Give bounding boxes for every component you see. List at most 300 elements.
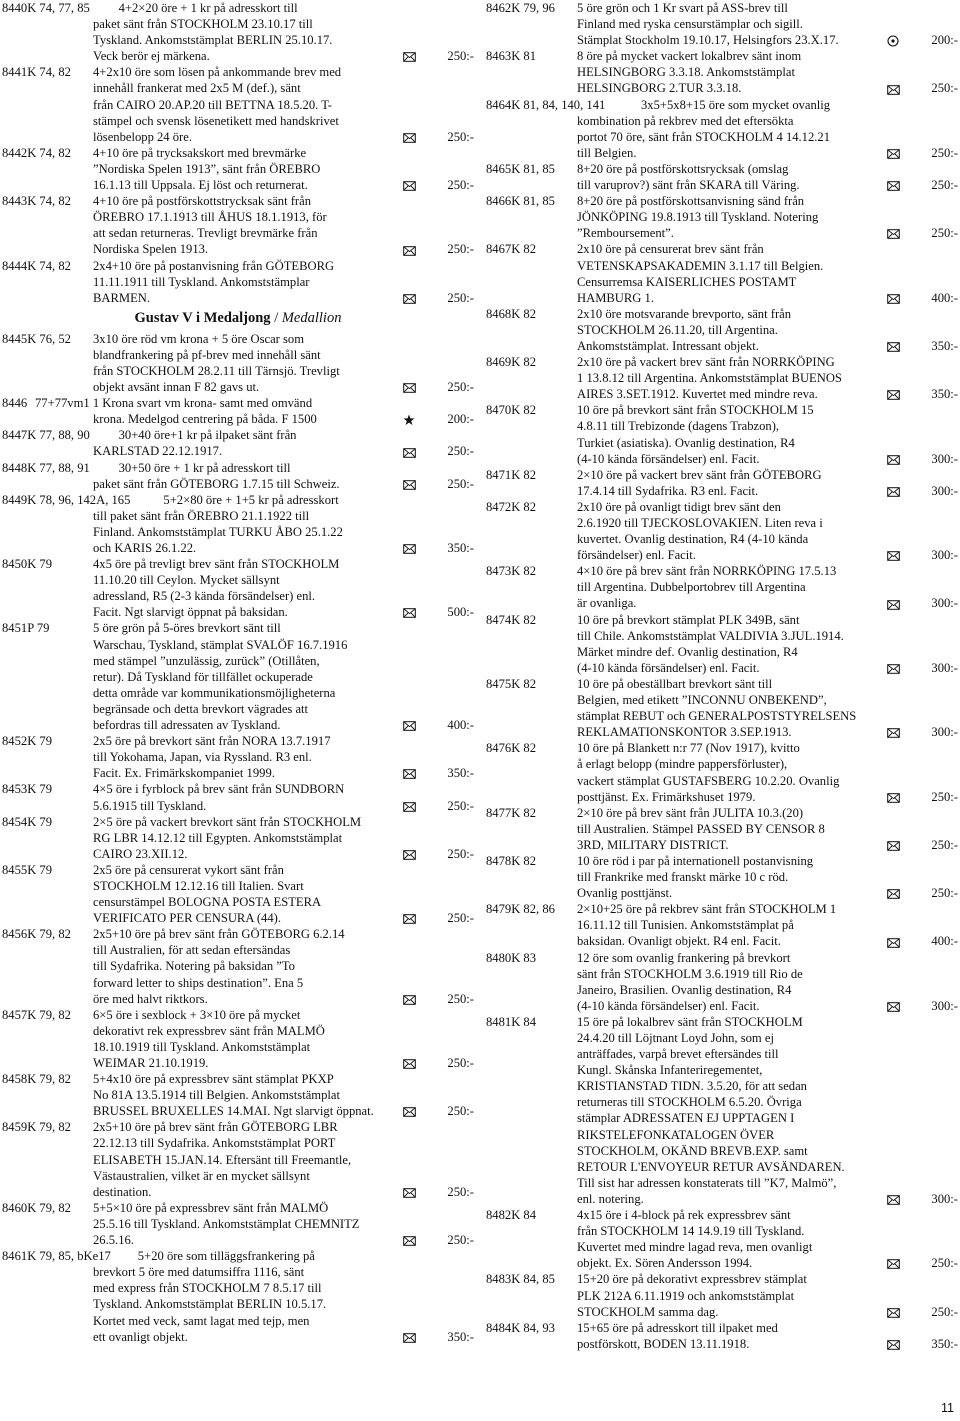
- page-number: 11: [941, 1401, 954, 1415]
- envelope-icon: [403, 721, 416, 731]
- lot-description-line: kuvertet. Ovanlig destination, R4 (4-10 kända: [577, 532, 809, 547]
- lot-number: 8467K 82: [486, 242, 537, 257]
- lot-description-line: 8+20 öre på postförskottsanvisning sänd från: [577, 194, 805, 209]
- lot-description-line: paket sänt från STOCKHOLM 23.10.17 till: [93, 17, 313, 32]
- lot-description-line: adressland, R5 (2-3 kända försändelser) enl.: [93, 589, 316, 604]
- lot-entry: [2, 258, 474, 306]
- lot-description-line: 8+20 öre på postförskottsrycksak (omslag: [577, 161, 789, 176]
- lot-number: 8474K 82: [486, 612, 537, 627]
- lot-description-line: anträffades, varpå brevet eftersändes till: [577, 1047, 779, 1062]
- price-value: 250:-: [931, 145, 958, 160]
- lot-description-line: ÖREBRO 17.1.1913 till ÅHUS 18.1.1913, för: [93, 210, 327, 225]
- lot-description-line: 2x5+10 öre på brev sänt från GÖTEBORG 6.2.14: [93, 927, 345, 942]
- lot-description-line: 2x10 öre på ovanligt tidigt brev sänt den: [577, 499, 781, 514]
- lot-price: [400, 540, 474, 556]
- lot-number: 8466K 81, 85: [486, 194, 555, 209]
- lot-description-line: HELSINGBORG 2.TUR 3.3.18. 250:-: [577, 81, 958, 96]
- price-value: 250:-: [931, 81, 958, 96]
- price-value: 250:-: [931, 837, 958, 852]
- lot-description-line: STOCKHOLM samma dag. 250:-: [577, 1304, 958, 1319]
- price-value: 350:-: [447, 766, 474, 781]
- envelope-icon: [403, 544, 416, 554]
- lot-description-line: sänt från STOCKHOLM 3.6.1919 till Rio de: [577, 966, 803, 981]
- lot-description-line: 2×5 öre på vackert brevkort sänt från STOCKHOLM: [93, 814, 362, 829]
- lot-entry: [486, 1207, 958, 1271]
- lot-number: 8472K 82: [486, 499, 537, 514]
- lot-number: 8451P 79: [2, 621, 50, 636]
- lot-number: 8480K 83: [486, 950, 537, 965]
- price-value: 300:-: [931, 548, 958, 563]
- lot-entry: [2, 331, 474, 395]
- lot-number: 8447K 77, 88, 90: [2, 428, 90, 443]
- lot-entry: [486, 499, 958, 563]
- lot-description-line: 2x10 öre på censurerat brev sänt från: [577, 242, 764, 257]
- lot-price: [884, 1304, 958, 1320]
- price-value: 300:-: [931, 1191, 958, 1206]
- price-value: 400:-: [447, 718, 474, 733]
- lot-description-line: KRISTIANSTAD TIDN. 3.5.20, för att sedan: [577, 1079, 807, 1094]
- lot-description-line: destination. 250:-: [93, 1184, 474, 1199]
- envelope-icon: [403, 448, 416, 458]
- lot-description-line: 4+2×20 öre + 1 kr på adresskort till: [118, 1, 298, 15]
- price-value: 300:-: [931, 483, 958, 498]
- lot-number: 8463K 81: [486, 49, 537, 64]
- lot-description-line: 11.11.1911 till Tyskland. Ankomststämplar: [93, 274, 310, 289]
- lot-description-line: Till sist har adressen konstaterats till ”K7, Malmö”,: [577, 1175, 837, 1190]
- price-value: 300:-: [931, 998, 958, 1013]
- lot-description-line: och KARIS 26.1.22. 350:-: [93, 541, 474, 555]
- envelope-icon: [887, 294, 900, 304]
- lot-description-line: Facit. Ex. Frimärkskompaniet 1999. 350:-: [93, 766, 474, 781]
- price-value: 500:-: [447, 605, 474, 620]
- lot-description-line: VERIFICATO PER CENSURA (44). 250:-: [93, 911, 474, 926]
- lot-number: 8448K 77, 88, 91: [2, 460, 90, 475]
- lot-price: [884, 724, 958, 740]
- lot-number: 8461K 79, 85, bKe17: [2, 1249, 111, 1264]
- lot-description-line: No 81A 13.5.1914 till Belgien. Ankomststämplat: [93, 1088, 340, 1103]
- lot-description-line: Veck berör ej märkena. 250:-: [93, 49, 474, 64]
- lot-description-line: 2.6.1920 till TJECKOSLOVAKIEN. Liten reva i: [577, 516, 823, 530]
- lot-description-line: med express från STOCKHOLM 7 8.5.17 till: [93, 1281, 322, 1296]
- lot-description-line: 4×10 öre på brev sänt från NORRKÖPING 17.5.13: [577, 564, 837, 579]
- lot-price: [884, 483, 958, 499]
- price-value: 250:-: [447, 49, 474, 64]
- lot-description-line: till Argentina. Dubbelportobrev till Argentina: [577, 580, 806, 595]
- lot-description-line: HAMBURG 1. 400:-: [577, 290, 958, 305]
- lot-number: 8484K 84, 93: [486, 1320, 555, 1335]
- lot-description-line: Ovanlig posttjänst. 250:-: [577, 886, 958, 901]
- lot-entry: [486, 612, 958, 676]
- lot-price: [400, 290, 474, 306]
- lot-entry: [2, 1007, 474, 1071]
- lot-description-line: 10 öre på Blankett n:r 77 (Nov 1917), kvitto: [577, 741, 800, 756]
- lot-description-line: 2×10 öre på vackert brev sänt från GÖTEBORG: [577, 467, 822, 482]
- lot-description-line: begränsade och detta brevkort vägrades att: [93, 701, 309, 716]
- lot-description-line: 4+2x10 öre som lösen på ankommande brev med: [93, 65, 342, 80]
- lot-price: [884, 451, 958, 467]
- price-value: 250:-: [931, 789, 958, 804]
- envelope-icon: [403, 181, 416, 191]
- lot-description-line: ett ovanligt objekt. 350:-: [93, 1329, 474, 1344]
- lot-entry: [2, 1071, 474, 1119]
- price-value: 250:-: [447, 129, 474, 144]
- lot-number: 8478K 82: [486, 853, 537, 868]
- section-heading: [2, 310, 474, 328]
- lot-description-line: 25.5.16 till Tyskland. Ankomststämplat CHEMNITZ: [93, 1216, 360, 1231]
- lot-description-line: Belgien, med etikett ”INCONNU ONBEKEND”,: [577, 693, 827, 708]
- lot-description-line: brevkort 5 öre med datumsiffra 1116, sänt: [93, 1265, 305, 1280]
- left-column: [2, 0, 474, 1345]
- lot-price: [400, 991, 474, 1007]
- price-value: 200:-: [447, 412, 474, 427]
- lot-description-line: 24.4.20 till Löjtnant Loyd John, som ej: [577, 1031, 774, 1045]
- price-value: 200:-: [931, 33, 958, 48]
- lot-price: [400, 48, 474, 64]
- lot-number: 8449K 78, 96, 142A, 165: [2, 492, 131, 507]
- lot-number: 8468K 82: [486, 306, 537, 321]
- lot-description-line: 2x10 öre på vackert brev sänt från NORRKÖPING: [577, 355, 835, 370]
- lot-number: 8455K 79: [2, 862, 53, 877]
- lot-description-line: 3RD, MILITARY DISTRICT. 250:-: [577, 837, 958, 852]
- lot-entry: [2, 1200, 474, 1248]
- envelope-icon: [887, 342, 900, 352]
- lot-description-line: 10 öre på brevkort stämplat PLK 349B, sänt: [577, 612, 800, 627]
- envelope-icon: [887, 551, 900, 561]
- lot-entry: [486, 354, 958, 402]
- star-icon: [403, 414, 415, 426]
- envelope-icon: [403, 802, 416, 812]
- lot-price: [884, 32, 958, 48]
- envelope-icon: [887, 889, 900, 899]
- lot-entry: [2, 814, 474, 862]
- lot-number: 8481K 84: [486, 1014, 537, 1029]
- price-value: 250:-: [447, 290, 474, 305]
- section-title: Gustav V i Medaljong: [134, 309, 271, 326]
- envelope-icon: [887, 938, 900, 948]
- lot-description-line: från STOCKHOLM 28.2.11 till Tärnsjö. Trevligt: [93, 363, 340, 378]
- price-value: 250:-: [931, 178, 958, 193]
- lot-description-line: Janeiro, Brasilien. Ovanlig destination, R4: [577, 982, 792, 997]
- lot-description-line: till Yokohama, Japan, via Ryssland. R3 enl.: [93, 750, 312, 765]
- lot-description-line: detta område var kommunikationsmöjligheterna: [93, 685, 336, 700]
- envelope-icon: [403, 1107, 416, 1117]
- lot-price: [400, 765, 474, 781]
- lot-description-line: VETENSKAPSAKADEMIN 3.1.17 till Belgien.: [577, 258, 824, 273]
- lot-price: [884, 595, 958, 611]
- lot-price: [400, 476, 474, 492]
- lot-price: [884, 290, 958, 306]
- lot-number: 8446: [2, 396, 28, 411]
- lot-description-line: att sedan returneras. Trevligt brevmärke från: [93, 226, 318, 241]
- lot-price: [884, 177, 958, 193]
- lot-price: [400, 1329, 474, 1345]
- lot-price: [884, 80, 958, 96]
- envelope-icon: [403, 52, 416, 62]
- lot-description-line: STOCKHOLM, OKÄND BREVB.EXP. samt: [577, 1143, 808, 1158]
- lot-description-line: WEIMAR 21.10.1919. 250:-: [93, 1056, 474, 1070]
- right-column: [486, 0, 958, 1352]
- lot-description-line: postförskott, BODEN 13.11.1918. 350:-: [577, 1336, 958, 1351]
- lot-entry: [2, 1119, 474, 1199]
- lot-number: 8473K 82: [486, 564, 537, 579]
- lot-description-line: 10 öre på obeställbart brevkort sänt till: [577, 676, 773, 691]
- lot-entry: [2, 460, 474, 492]
- lot-description-line: 12 öre som ovanlig frankering på brevkort: [577, 950, 791, 965]
- lot-description-line: enl. notering. 300:-: [577, 1191, 958, 1206]
- lot-description-line: med stämpel ”unzulässig, zurück” (Otillåten,: [93, 653, 320, 668]
- lot-number: 8442K 74, 82: [2, 145, 71, 160]
- lot-number: 8457K 79, 82: [2, 1007, 71, 1022]
- envelope-icon: [887, 728, 900, 738]
- lot-description-line: STOCKHOLM 26.11.20, till Argentina.: [577, 322, 778, 337]
- lot-description-line: 4+10 öre på postförskottstrycksak sänt från: [93, 194, 311, 209]
- lot-description-line: kombination på rekbrev med det eftersökta: [577, 113, 794, 128]
- lot-description-line: 2×10 öre på brev sänt från JULITA 10.3.(20): [577, 805, 804, 820]
- lot-entry: [2, 427, 474, 459]
- lot-entry: [2, 492, 474, 556]
- lot-description-line: till paket sänt från ÖREBRO 21.1.1922 till: [93, 508, 310, 523]
- lot-description-line: 22.12.13 till Sydafrika. Ankomststämplat PORT: [93, 1136, 336, 1151]
- lot-description-line: objekt avsänt innan F 82 gavs ut. 250:-: [93, 380, 474, 395]
- price-value: 250:-: [447, 1104, 474, 1119]
- price-value: 250:-: [447, 242, 474, 257]
- lot-description-line: till Chile. Ankomststämplat VALDIVIA 3.JUL.1914.: [577, 628, 844, 643]
- price-value: 300:-: [931, 596, 958, 611]
- lot-entry: [486, 48, 958, 96]
- lot-description-line: 15 öre på lokalbrev sänt från STOCKHOLM: [577, 1014, 803, 1029]
- lot-description-line: objekt. Ex. Sören Andersson 1994. 250:-: [577, 1256, 958, 1271]
- lot-description-line: 16.1.13 till Uppsala. Ej löst och returnerat. 250:-: [93, 178, 474, 193]
- envelope-icon: [403, 850, 416, 860]
- price-value: 250:-: [447, 476, 474, 491]
- lot-price: [400, 129, 474, 145]
- lot-description-line: KARLSTAD 22.12.1917. 250:-: [93, 444, 474, 459]
- lot-description-line: ”Nordiska Spelen 1913”, sänt från ÖREBRO: [93, 161, 321, 176]
- lot-description-line: 5 öre grön på 5-öres brevkort sänt till: [93, 621, 281, 636]
- lot-number: 8479K 82, 86: [486, 902, 555, 917]
- lot-description-line: 10 öre på brevkort sänt från STOCKHOLM 15: [577, 403, 814, 418]
- lot-entry: [486, 853, 958, 901]
- lot-description-line: försändelser) enl. Facit. 300:-: [577, 548, 958, 563]
- lot-description-line: öre med halvt riktkors. 250:-: [93, 991, 474, 1006]
- lot-description-line: Ankomststämplat. Intressant objekt. 350:-: [577, 338, 958, 353]
- lot-number: 8452K 79: [2, 734, 53, 749]
- lot-description-line: 30+40 öre+1 kr på ilpaket sänt från: [118, 428, 297, 443]
- lot-entry: [486, 805, 958, 853]
- lot-description-line: Censurremsa KAISERLICHES POSTAMT: [577, 274, 797, 289]
- lot-number: 8440K 74, 77, 85: [2, 1, 90, 15]
- lot-description-line: 2x4+10 öre på postanvisning från GÖTEBORG: [93, 258, 335, 273]
- lot-entry: [486, 467, 958, 499]
- lot-description-line: (4-10 kända försändelser) enl. Facit. 300:-: [577, 660, 958, 675]
- lot-entry: [486, 161, 958, 193]
- lot-price: [400, 241, 474, 257]
- lot-description-line: 17.4.14 till Sydafrika. R3 enl. Facit. 300:-: [577, 483, 958, 498]
- envelope-icon: [403, 294, 416, 304]
- lot-number: 8483K 84, 85: [486, 1272, 555, 1287]
- lot-entry: [2, 1248, 474, 1345]
- lot-number: 8443K 74, 82: [2, 194, 71, 209]
- lot-description-line: PLK 212A 6.11.1919 och ankomststämplat: [577, 1288, 795, 1303]
- lot-description-line: 3x10 öre röd vm krona + 5 öre Oscar som: [93, 331, 305, 346]
- lot-number: 8469K 82: [486, 355, 537, 370]
- lot-description-line: Tyskland. Ankomststämplat BERLIN 10.5.17.: [93, 1297, 327, 1312]
- lot-price: [884, 837, 958, 853]
- lot-price: [400, 411, 474, 427]
- price-value: 250:-: [931, 1304, 958, 1319]
- price-value: 250:-: [447, 1233, 474, 1248]
- lot-description-line: 3x5+5x8+15 öre som mycket ovanlig: [641, 97, 831, 112]
- lot-description-line: BRUSSEL BRUXELLES 14.MAI. Ngt slarvigt öppnat. 250:-: [93, 1104, 474, 1119]
- lot-description-line: till varuprov?) sänt från SKARA till Väring. 250:-: [577, 178, 958, 193]
- lot-description-line: censurstämpel BOLOGNA POSTA ESTERA: [93, 895, 322, 910]
- lot-price: [400, 1103, 474, 1119]
- envelope-icon: [887, 841, 900, 851]
- lot-description-line: forward letter to ships destination”. Ena 5: [93, 975, 304, 990]
- lot-description-line: RETOUR L'ENVOYEUR RETUR AVSÄNDAREN.: [577, 1159, 845, 1174]
- lot-number: 8459K 79, 82: [2, 1120, 71, 1135]
- lot-entry: [486, 1014, 958, 1207]
- lot-description-line: 2×10+25 öre på rekbrev sänt från STOCKHOLM 1: [577, 902, 837, 917]
- lot-description-line: ”Remboursement”. 250:-: [577, 226, 958, 241]
- lot-description-line: innehåll frankerat med 2x5 M (def.), sänt: [93, 81, 301, 96]
- lot-description-line: 2x5+10 öre på brev sänt från GÖTEBORG LBR: [93, 1120, 338, 1135]
- envelope-icon: [403, 1188, 416, 1198]
- lot-description-line: paket sänt från GÖTEBORG 1.7.15 till Schweiz. 250:-: [93, 476, 474, 491]
- envelope-icon: [887, 85, 900, 95]
- envelope-icon: [887, 229, 900, 239]
- lot-entry: [486, 1320, 958, 1352]
- lot-description-line: Märket mindre def. Ovanlig destination, R4: [577, 644, 798, 659]
- lot-description-line: 26.5.16. 250:-: [93, 1233, 474, 1248]
- lot-price: [400, 1232, 474, 1248]
- lot-description-line: posttjänst. Ex. Frimärkshuset 1979. 250:-: [577, 789, 958, 804]
- envelope-icon: [887, 1002, 900, 1012]
- lot-description-line: till Belgien. 250:-: [577, 145, 958, 160]
- price-value: 250:-: [447, 911, 474, 926]
- lot-description-line: blandfrankering på pf-brev med innehåll sänt: [93, 347, 321, 362]
- lot-entry: [486, 306, 958, 354]
- price-value: 250:-: [447, 380, 474, 395]
- lot-number: 8464K 81, 84, 140, 141: [486, 97, 606, 112]
- price-value: 250:-: [447, 444, 474, 459]
- lot-number: 8454K 79: [2, 814, 53, 829]
- section-separator: /: [270, 309, 282, 326]
- lot-description-line: Turkiet (asiatiska). Ovanlig destination, R4: [577, 435, 795, 450]
- lot-entry: [486, 0, 958, 48]
- envelope-icon: [403, 246, 416, 256]
- lot-entry: [2, 862, 474, 926]
- lot-description-line: JÖNKÖPING 19.8.1913 till Tyskland. Notering: [577, 210, 819, 225]
- lot-description-line: 5.6.1915 till Tyskland. 250:-: [93, 798, 474, 813]
- lot-description-line: till Frankrike med franskt märke 10 c röd.: [577, 870, 789, 885]
- envelope-icon: [887, 1308, 900, 1318]
- envelope-icon: [403, 1059, 416, 1069]
- price-value: 250:-: [931, 886, 958, 901]
- envelope-icon: [403, 995, 416, 1005]
- envelope-icon: [887, 1259, 900, 1269]
- lot-description-line: retur). Då Tyskland för tillfället ockuperade: [93, 669, 313, 684]
- lot-number: 8465K 81, 85: [486, 161, 555, 176]
- lot-description-line: 8 öre på mycket vackert lokalbrev sänt inom: [577, 49, 802, 64]
- lot-description-line: 2x5 öre på censurerat vykort sänt från: [93, 862, 284, 877]
- lot-price: [884, 225, 958, 241]
- price-value: 350:-: [447, 541, 474, 555]
- price-value: 350:-: [447, 1329, 474, 1344]
- envelope-icon: [887, 390, 900, 400]
- lot-description-line: till Australien. Stämpel PASSED BY CENSOR 8: [577, 821, 825, 836]
- lot-entry: [486, 901, 958, 949]
- lot-entry: [2, 926, 474, 1006]
- lot-description-line: AIRES 3.SET.1912. Kuvertet med mindre reva. 350:-: [577, 387, 958, 402]
- lot-number: 8471K 82: [486, 467, 537, 482]
- lot-description-line: 2x10 öre motsvarande brevporto, sänt från: [577, 306, 792, 321]
- lot-description-line: baksidan. Ovanligt objekt. R4 enl. Facit. 400:-: [577, 934, 958, 949]
- lot-description-line: 2x5 öre på brevkort sänt från NORA 13.7.1917: [93, 734, 331, 749]
- lot-price: [400, 910, 474, 926]
- lot-description-line: Kortet med veck, samt lagat med tejp, men: [93, 1313, 310, 1328]
- envelope-icon: [887, 1195, 900, 1205]
- lot-description-line: lösenbelopp 24 öre. 250:-: [93, 129, 474, 144]
- price-value: 300:-: [931, 660, 958, 675]
- lot-number: 8441K 74, 82: [2, 65, 71, 80]
- price-value: 250:-: [447, 991, 474, 1006]
- price-value: 250:-: [447, 798, 474, 813]
- lot-entry: [486, 97, 958, 161]
- lot-description-line: stämpel och svensk lösenetikett med handskrivet: [93, 113, 339, 128]
- lot-entry: [486, 1271, 958, 1319]
- lot-description-line: 5+5×10 öre på expressbrev sänt från MALMÖ: [93, 1200, 329, 1215]
- envelope-icon: [403, 914, 416, 924]
- price-value: 250:-: [447, 1056, 474, 1070]
- lot-description-line: 4x5 öre på trevligt brev sänt från STOCKHOLM: [93, 557, 340, 572]
- lot-description-line: (4-10 kända försändelser) enl. Facit. 300:-: [577, 998, 958, 1013]
- lot-description-line: 18.10.1919 till Tyskland. Ankomststämplat: [93, 1039, 311, 1054]
- lot-description-line: 4.8.11 till Trebizonde (dagens Trabzon),: [577, 419, 780, 434]
- lot-price: [400, 846, 474, 862]
- lot-entry: [2, 0, 474, 64]
- lot-price: [400, 798, 474, 814]
- lot-description-line: 77+77vm1 1 Krona svart vm krona- samt med omvänd: [35, 396, 313, 411]
- price-value: 400:-: [931, 934, 958, 949]
- lot-entry: [486, 740, 958, 804]
- lot-description-line: till Australien, för att sedan eftersändas: [93, 943, 291, 958]
- lot-price: [884, 1255, 958, 1271]
- lot-description-line: från STOCKHOLM 14 14.9.19 till Tyskland.: [577, 1224, 805, 1239]
- lot-number: 8450K 79: [2, 557, 53, 572]
- envelope-icon: [403, 383, 416, 393]
- lot-description-line: Finland. Ankomststämplat TURKU ÅBO 25.1.22: [93, 524, 343, 539]
- envelope-icon: [887, 455, 900, 465]
- lot-description-line: RIKSTELEFONKATALOGEN ÖVER: [577, 1127, 775, 1142]
- lot-price: [884, 789, 958, 805]
- envelope-icon: [887, 600, 900, 610]
- lot-description-line: Tyskland. Ankomststämplat BERLIN 25.10.17.: [93, 33, 333, 48]
- lot-entry: [2, 556, 474, 620]
- lot-price: [400, 1055, 474, 1071]
- lot-number: 8476K 82: [486, 741, 537, 756]
- lot-price: [884, 660, 958, 676]
- price-value: 250:-: [447, 178, 474, 193]
- lot-price: [400, 443, 474, 459]
- lot-price: [884, 933, 958, 949]
- envelope-icon: [403, 480, 416, 490]
- lot-entry: [2, 193, 474, 257]
- lot-description-line: 11.10.20 till Ceylon. Mycket sällsynt: [93, 573, 280, 588]
- lot-description-line: 15+20 öre på dekorativt expressbrev stämplat: [577, 1272, 807, 1287]
- lot-description-line: till Sydafrika. Notering på baksidan ”To: [93, 959, 295, 974]
- lot-entry: [486, 563, 958, 611]
